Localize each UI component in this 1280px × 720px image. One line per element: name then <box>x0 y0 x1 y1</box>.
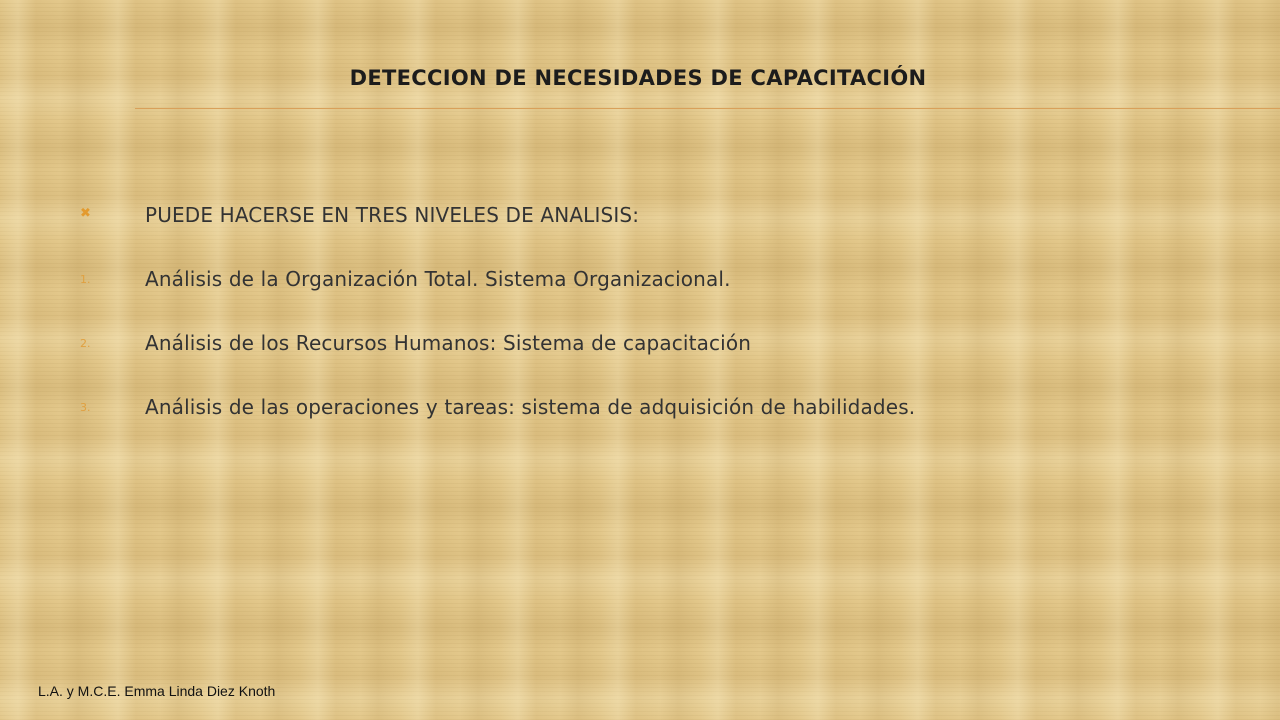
bullet-list <box>80 203 1230 459</box>
author-footer: L.A. y M.C.E. Emma Linda Diez Knoth <box>38 683 276 699</box>
list-item <box>80 395 1230 459</box>
list-item <box>80 267 1230 331</box>
list-item <box>80 203 1230 267</box>
list-number: 1. <box>80 273 91 286</box>
list-number: 3. <box>80 401 91 414</box>
slide-title: DETECCION DE NECESIDADES DE CAPACITACIÓN <box>349 66 927 90</box>
title-divider <box>135 108 1280 109</box>
list-item-text: PUEDE HACERSE EN TRES NIVELES DE ANALISIS: <box>145 203 640 227</box>
list-item-text: Análisis de la Organización Total. Sistema Organizacional. <box>145 267 731 291</box>
list-number: 2. <box>80 337 91 350</box>
list-item-text: Análisis de los Recursos Humanos: Sistema de capacitación <box>145 331 752 355</box>
x-mark-icon: ✖ <box>80 206 91 221</box>
list-item-text: Análisis de las operaciones y tareas: sistema de adquisición de habilidades. <box>145 395 916 419</box>
list-item <box>80 331 1230 395</box>
